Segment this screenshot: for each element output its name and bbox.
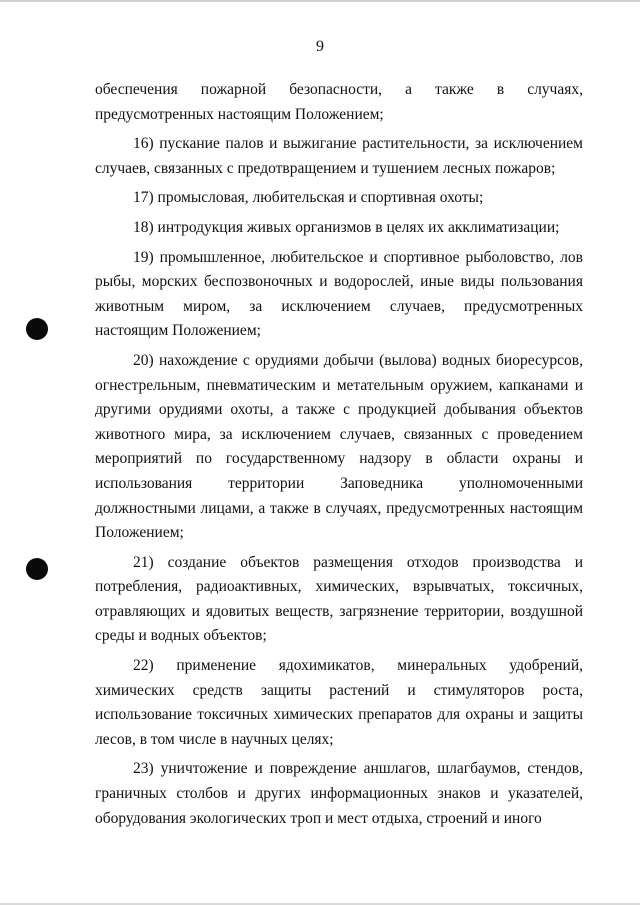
scan-top-edge bbox=[0, 0, 640, 2]
punch-hole-lower bbox=[26, 558, 48, 580]
list-item-16: 16) пускание палов и выжигание растительности, за исключением случаев, связанных с предотвращением и тушением лесных пожаров; bbox=[95, 135, 583, 177]
list-item-18: 18) интродукция живых организмов в целях их акклиматизации; bbox=[133, 218, 560, 236]
list-item-23: 23) уничтожение и повреждение аншлагов, шлагбаумов, стендов, граничных столбов и других информационных знаков и указателей, оборудования экологических троп и мест отдыха, строений и иного bbox=[95, 760, 583, 827]
list-item-17: 17) промысловая, любительская и спортивная охоты; bbox=[133, 189, 484, 207]
list-item-21: 21) создание объектов размещения отходов производства и потребления, радиоактивных, химических, взрывчатых, токсичных, отравляющих и ядовитых веществ, загрязнение территории, воздушной среды и водных объектов; bbox=[95, 553, 583, 645]
punch-hole-upper bbox=[26, 318, 48, 340]
document-body bbox=[95, 78, 583, 831]
list-item-20: 20) нахождение с орудиями добычи (вылова) водных биоресурсов, огнестрельным, пневматическим и метательным оружием, капканами и другими орудиями охоты, а также с продукцией добывания объектов животного мира, за исключением случаев, связанных с проведением мероприятий по государственному надзору в области охраны и использования территории Заповедника уполномоченными должностными лицами, а также в случаях, предусмотренных настоящим Положением; bbox=[95, 351, 583, 542]
paragraph-continuation: обеспечения пожарной безопасности, а также в случаях, предусмотренных настоящим Положением; bbox=[95, 81, 583, 123]
list-item-19: 19) промышленное, любительское и спортивное рыболовство, лов рыбы, морских беспозвоночных и водорослей, иные виды пользования животным миром, за исключением случаев, предусмотренных настоящим Положением; bbox=[95, 248, 583, 340]
list-item-22: 22) применение ядохимикатов, минеральных удобрений, химических средств защиты растений и стимуляторов роста, использование токсичных химических препаратов для охраны и защиты лесов, в том числе в научных целях; bbox=[95, 657, 583, 748]
page-number: 9 bbox=[316, 38, 324, 55]
